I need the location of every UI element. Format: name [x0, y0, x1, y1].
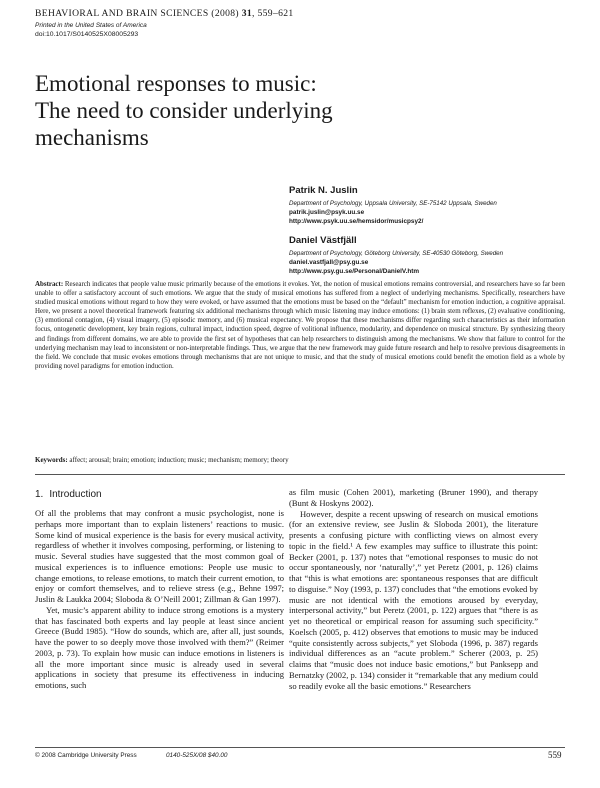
section-number: 1. [35, 489, 44, 500]
abstract-label: Abstract: [35, 280, 64, 288]
title-line: The need to consider underlying [35, 98, 333, 123]
journal-name: BEHAVIORAL AND BRAIN SCIENCES [35, 8, 209, 19]
journal-header [35, 8, 294, 19]
doi: doi:10.1017/S0140525X08005293 [35, 31, 139, 38]
title-line: Emotional responses to music: [35, 71, 317, 96]
printed-note: Printed in the United States of America [35, 22, 147, 29]
author-affiliation: Department of Psychology, Uppsala University, SE-75142 Uppsala, Sweden [289, 200, 497, 207]
abstract-text: Research indicates that people value music primarily because of the emotions it evokes. Yet, the notion of musical emotions remains controversial, and researchers have so far been unable to offer a satisfactory account of such emotions. We argue that the study of musical emotions has suffered from a neglect of underlying mechanisms. Specifically, researchers have studied musical emotions without regard to how they were evoked, or have assumed that the emotions must be based on the “default” mechanism for emotion induction, a cognitive appraisal. Here, we present a novel theoretical framework featuring six additional mechanisms through which music listening may induce emotions: (1) brain stem reflexes, (2) evaluative conditioning, (3) emotional contagion, (4) visual imagery, (5) episodic memory, and (6) musical expectancy. We propose that these mechanisms differ regarding such characteristics as their information focus, ontogenetic development, key brain regions, cultural impact, induction speed, degree of volitional influence, modularity, and dependence on musical structure. By synthesizing theory and findings from different domains, we are able to provide the first set of hypotheses that can help researchers to distinguish among the mechanisms. We show that failure to control for the underlying mechanism may lead to inconsistent or non-interpretable findings. Thus, we argue that the new framework may guide future research and help to resolve previous disagreements in the field. We conclude that music evokes emotions through mechanisms that are not unique to music, and that the study of musical emotions could benefit the emotion field as a whole by providing novel paradigms for emotion induction. [35, 280, 565, 370]
paragraph: Of all the problems that may confront a music psychologist, none is perhaps more important than to explain listeners’ reactions to music. Some kind of musical experience is the basis for every musical activity, regardless of whether it involves composing, performing, or listening to music. Several studies have suggested that the most common goal of musical experiences is to influence emotions: People use music to change emotions, to release emotions, to match their current emotion, to enjoy or comfort themselves, and to relieve stress (e.g., Behne 1997; Juslin & Laukka 2004; Sloboda & O’Neill 2001; Zillman & Gan 1997). [35, 508, 284, 604]
body-column-right [289, 487, 538, 691]
paper-title [35, 70, 455, 151]
author-block [289, 235, 503, 276]
author-block [289, 185, 497, 226]
keywords [35, 456, 565, 464]
author-email[interactable]: patrik.juslin@psyk.uu.se [289, 209, 365, 216]
page-number: 559 [548, 750, 562, 760]
footer-divider [35, 747, 565, 748]
author-affiliation: Department of Psychology, Göteborg University, SE-40530 Göteborg, Sweden [289, 250, 504, 257]
paragraph: Yet, music’s apparent ability to induce strong emotions is a mystery that has fascinated both experts and lay people at least since ancient Greece (Budd 1985). “How do sounds, which are, after all, just sounds, have the power to so deeply move those involved with them?” (Reimer 2003, p. 73). To explain how music can induce emotions in listeners is all the more important since music is already used in several applications in society that presume its effectiveness in inducing emotions, such [35, 604, 284, 690]
section-title: Introduction [49, 489, 102, 500]
abstract [35, 280, 565, 371]
author-url[interactable]: http://www.psy.gu.se/Personal/DanielV.htm [289, 268, 420, 275]
section-heading [35, 489, 102, 500]
author-email[interactable]: daniel.vastfjall@psy.gu.se [289, 259, 369, 266]
footer-code: 0140-525X/08 $40.00 [166, 752, 228, 759]
author-name: Daniel Västfjäll [289, 235, 357, 246]
author-name: Patrik N. Juslin [289, 185, 358, 196]
author-url[interactable]: http://www.psyk.uu.se/hemsidor/musicpsy2/ [289, 218, 424, 225]
journal-volume: 31 [241, 8, 253, 19]
keywords-label: Keywords: [35, 456, 68, 464]
journal-year: (2008) [211, 8, 239, 19]
keywords-text: affect; arousal; brain; emotion; induction; music; mechanism; memory; theory [69, 456, 289, 464]
journal-pages: , 559–621 [252, 8, 294, 19]
paragraph: as film music (Cohen 2001), marketing (Bruner 1990), and therapy (Bunt & Hoskyns 2002). [289, 487, 538, 508]
section-divider [35, 474, 565, 475]
body-column-left [35, 508, 284, 691]
footer-copyright: © 2008 Cambridge University Press [35, 752, 137, 759]
title-line: mechanisms [35, 125, 149, 150]
paragraph: However, despite a recent upswing of research on musical emotions (for an extensive review, see Juslin & Sloboda 2001), the literature presents a confusing picture with conflicting views on almost every topic in the field.¹ A few examples may suffice to illustrate this point: Becker (2001, p. 137) notes that “emotional responses to music do not occur spontaneously, nor ‘naturally’,” yet Peretz (2001, p. 126) claims that “this is what emotions are: spontaneous responses that are difficult to disguise.” Noy (1993, p. 137) concludes that “the emotions evoked by music are not identical with the emotions aroused by everyday, interpersonal activity,” but Peretz (2001, p. 122) argues that “there is as yet no theoretical or empirical reason for assuming such specificity.” Koelsch (2005, p. 412) observes that emotions to music may be induced “quite consistently across subjects,” yet Sloboda (1996, p. 387) regards individual differences as an “acute problem.” Scherer (2003, p. 25) claims that “music does not induce basic emotions,” but Panksepp and Bernatzky (2002, p. 134) consider it “remarkable that any medium could so readily evoke all the basic emotions.” Researchers [289, 508, 538, 691]
